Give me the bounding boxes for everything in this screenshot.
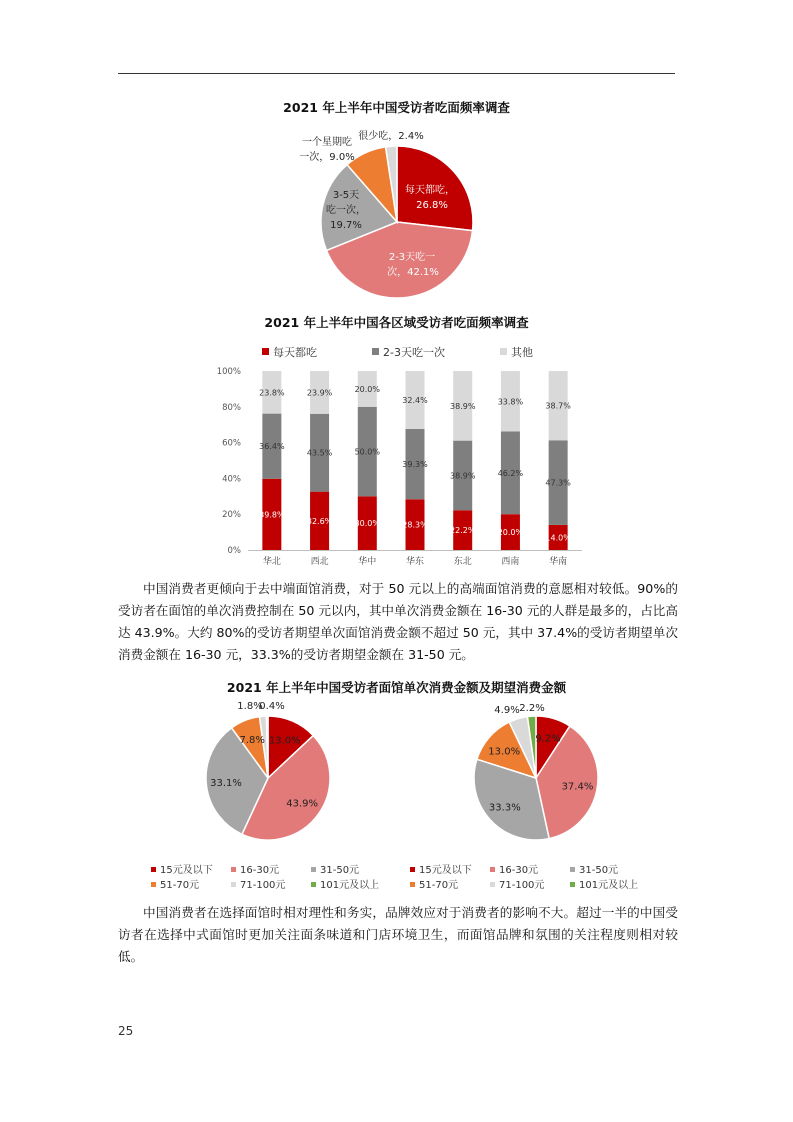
pie-actual-label-5: 0.4% — [259, 701, 285, 712]
bar-label-2-6: 38.7% — [545, 401, 571, 411]
bar-label-1-5: 46.2% — [497, 468, 524, 478]
legend-swatch-2 — [500, 348, 507, 355]
x-tick-label: 华北 — [262, 557, 281, 565]
bar-label-2-0: 23.8% — [259, 388, 285, 398]
bar-region-title: 2021 年上半年中国各区域受访者吃面频率调查 — [264, 315, 529, 330]
slice-label-week-line2: 一次，9.0% — [299, 152, 355, 163]
pie-expected-legend-swatch-4 — [490, 882, 495, 887]
pie-spending-charts — [0, 695, 793, 900]
pie-actual-label-1: 43.9% — [286, 798, 319, 810]
bar-label-2-3: 32.4% — [402, 395, 428, 405]
pie-frequency-chart — [0, 0, 793, 310]
bar-label-0-1: 32.6% — [306, 516, 333, 526]
pie-actual-label-4: 1.8% — [237, 701, 263, 712]
pie-expected-legend-swatch-5 — [570, 882, 575, 887]
legend-label-0: 每天都吃 — [273, 346, 317, 359]
pie-expected-legend-label-4: 71-100元 — [499, 880, 545, 891]
bar-label-1-0: 36.4% — [259, 442, 285, 452]
pie-actual-legend-label-5: 101元及以上 — [320, 880, 380, 891]
bar-label-2-5: 33.8% — [497, 397, 524, 407]
bar-label-0-5: 20.0% — [497, 528, 524, 538]
pie-actual-legend-label-0: 15元及以下 — [160, 865, 213, 876]
slice-label-rare: 很少吃，2.4% — [358, 131, 424, 142]
slice-label-2-3-line2: 次，42.1% — [387, 267, 439, 278]
x-tick-label: 华东 — [405, 557, 425, 565]
y-tick-label: 0% — [227, 546, 241, 556]
pie-actual-legend-label-4: 71-100元 — [240, 880, 286, 891]
bar-label-2-2: 20.0% — [354, 384, 380, 394]
slice-label-daily-line1: 每天都吃， — [405, 185, 455, 196]
bar-label-2-4: 38.9% — [450, 401, 476, 411]
pie-expected-legend-label-1: 16-30元 — [499, 865, 539, 876]
y-tick-label: 80% — [222, 402, 241, 413]
pie-expected-legend-label-3: 51-70元 — [419, 880, 459, 891]
pie-actual-legend-swatch-4 — [231, 882, 236, 887]
y-tick-label: 40% — [222, 474, 241, 485]
bar-label-0-3: 28.3% — [402, 520, 428, 530]
bar-label-2-1: 23.9% — [306, 388, 333, 398]
pie-spending-title: 2021 年上半年中国受访者面馆单次消费金额及期望消费金额 — [226, 680, 567, 695]
pie-expected-label-0: 9.2% — [535, 733, 561, 745]
pie-expected-label-4: 4.9% — [494, 705, 520, 716]
pie-actual-legend-swatch-1 — [231, 867, 236, 872]
pie-actual-legend-swatch-5 — [311, 882, 316, 887]
legend-label-1: 2-3天吃一次 — [383, 346, 445, 359]
slice-label-3-5-line2: 吃一次， — [326, 205, 366, 216]
y-tick-label: 60% — [222, 438, 241, 449]
pie-actual-legend-swatch-3 — [151, 882, 156, 887]
bar-label-1-2: 50.0% — [354, 447, 380, 457]
bar-label-0-4: 22.2% — [450, 526, 476, 536]
slice-label-week-line1: 一个星期吃 — [302, 137, 352, 148]
legend-swatch-1 — [372, 348, 379, 355]
x-tick-label: 西北 — [310, 557, 329, 565]
bar-label-0-6: 14.0% — [545, 533, 571, 543]
pie-expected-label-3: 13.0% — [488, 746, 521, 758]
legend-swatch-0 — [262, 348, 269, 355]
pie-expected-legend-label-2: 31-50元 — [579, 865, 619, 876]
slice-label-3-5-line3: 19.7% — [330, 220, 362, 231]
paragraph-2 — [118, 902, 678, 968]
bar-label-1-4: 38.9% — [450, 471, 476, 481]
pie-frequency-title: 2021 年上半年中国受访者吃面频率调查 — [283, 100, 510, 115]
pie-expected-label-5: 2.2% — [519, 703, 545, 714]
paragraph-1 — [118, 578, 678, 666]
pie-actual-label-2: 33.1% — [210, 778, 242, 790]
pie-actual-legend-label-2: 31-50元 — [320, 865, 360, 876]
pie-actual-legend-swatch-0 — [151, 867, 156, 872]
stacked-bar-region-chart — [0, 335, 793, 565]
pie-expected-legend-label-0: 15元及以下 — [419, 865, 472, 876]
pie-expected-legend-swatch-0 — [410, 867, 415, 872]
page-number: 25 — [118, 1024, 134, 1038]
bar-label-1-1: 43.5% — [306, 448, 333, 458]
x-tick-label: 华南 — [549, 557, 568, 565]
pie-expected-legend-label-5: 101元及以上 — [579, 880, 639, 891]
x-tick-label: 西南 — [501, 557, 520, 565]
x-tick-label: 华中 — [358, 557, 377, 565]
pie-actual-legend-swatch-2 — [311, 867, 316, 872]
pie-expected-legend-swatch-1 — [490, 867, 495, 872]
paragraph-2-text: 中国消费者在选择面馆时相对理性和务实，品牌效应对于消费者的影响不大。超过一半的中国受访者在选择中式面馆时更加关注面条味道和门店环境卫生，而面馆品牌和氛围的关注程度则相对较低。 — [118, 905, 678, 964]
bar-label-1-3: 39.3% — [402, 460, 428, 470]
y-tick-label: 20% — [222, 510, 241, 521]
paragraph-1-text: 中国消费者更倾向于去中端面馆消费，对于 50 元以上的高端面馆消费的意愿相对较低。90%的受访者在面馆的单次消费控制在 50 元以内，其中单次消费金额在 16-30 元的人群是最多的，占比高达 43.9%。大约 80%的受访者期望单次面馆消费金额不超过 50 元，其中 37.4%的受访者期望单次消费金额在 16-30 元，33.3%的受访者期望金额在 31-50 元。 — [118, 581, 678, 662]
pie-actual-legend-label-1: 16-30元 — [240, 865, 280, 876]
pie-expected-label-2: 33.3% — [488, 802, 521, 814]
pie-expected-label-1: 37.4% — [561, 781, 594, 793]
y-tick-label: 100% — [216, 367, 241, 377]
pie-actual-label-0: 13.0% — [268, 735, 301, 747]
pie-expected-legend-swatch-3 — [410, 882, 415, 887]
slice-label-daily-line2: 26.8% — [416, 200, 448, 211]
bar-label-1-6: 47.3% — [545, 478, 571, 488]
legend-label-2: 其他 — [511, 346, 533, 359]
slice-label-2-3-line1: 2-3天吃一 — [388, 252, 436, 263]
pie-actual-legend-label-3: 51-70元 — [160, 880, 200, 891]
bar-label-0-0: 39.8% — [259, 510, 285, 520]
slice-label-3-5-line1: 3-5天 — [332, 190, 360, 201]
bar-label-0-2: 30.0% — [354, 519, 380, 529]
x-tick-label: 东北 — [453, 557, 472, 565]
pie-expected-legend-swatch-2 — [570, 867, 575, 872]
pie-actual-label-3: 7.8% — [239, 734, 265, 746]
